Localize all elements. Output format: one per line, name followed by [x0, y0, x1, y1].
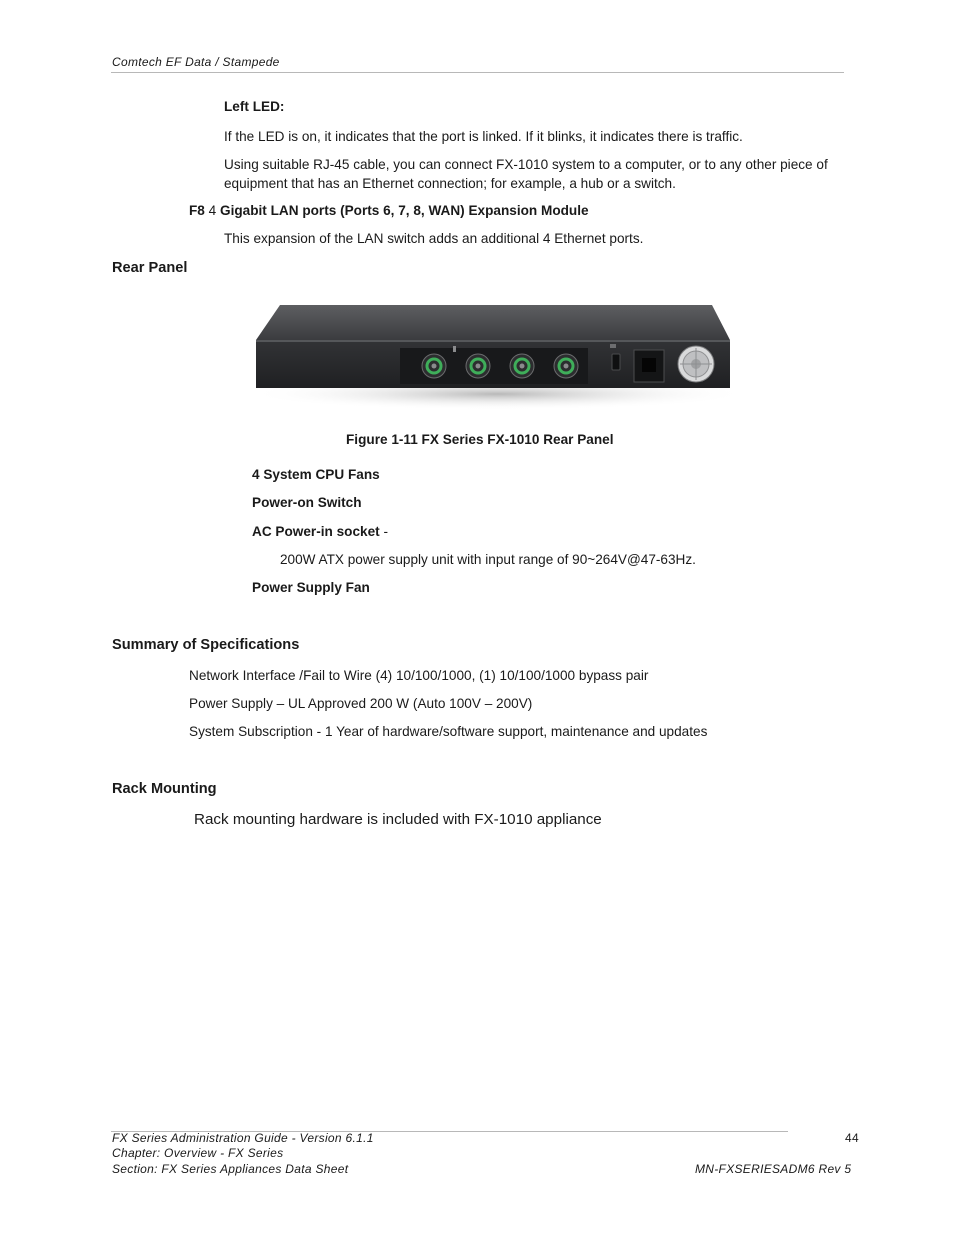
cpu-fan-2	[466, 354, 490, 378]
header-rule	[111, 72, 844, 73]
rear-panel-figure	[248, 296, 744, 420]
psu-fan-shape	[678, 346, 714, 382]
item-ac-socket: AC Power-in socket	[252, 524, 380, 539]
rack-heading: Rack Mounting	[112, 781, 217, 797]
footer-doc-id: MN-FXSERIESADM6 Rev 5	[695, 1162, 852, 1176]
item-ac-socket-line	[252, 524, 388, 539]
left-led-paragraph-2: Using suitable RJ-45 cable, you can connect FX-1010 system to a computer, or to any other piece of equipment that has an Ethernet connection; for example, a hub or a switch.	[224, 157, 828, 191]
item-cpu-fans: 4 System CPU Fans	[252, 467, 380, 482]
item-psu-fan: Power Supply Fan	[252, 580, 370, 595]
footer-chapter: Chapter: Overview - FX Series	[112, 1146, 284, 1160]
psu-description: 200W ATX power supply unit with input range of 90~264V@47-63Hz.	[280, 552, 696, 567]
f8-heading-line	[189, 203, 589, 218]
rear-panel-heading: Rear Panel	[112, 260, 188, 276]
f8-heading: Gigabit LAN ports (Ports 6, 7, 8, WAN) Expansion Module	[220, 203, 589, 218]
footer-section: Section: FX Series Appliances Data Sheet	[112, 1162, 349, 1176]
left-led-heading: Left LED:	[224, 99, 285, 114]
spec-subscription: System Subscription - 1 Year of hardware/software support, maintenance and updates	[189, 724, 708, 739]
spec-power-supply: Power Supply – UL Approved 200 W (Auto 100V – 200V)	[189, 696, 533, 711]
item-ac-dash: -	[383, 524, 388, 539]
power-switch-shape	[612, 354, 620, 370]
specs-heading: Summary of Specifications	[112, 637, 300, 653]
page-number: 44	[845, 1131, 859, 1145]
left-led-paragraph-1: If the LED is on, it indicates that the port is linked. If it blinks, it indicates there is traffic.	[224, 129, 743, 144]
fx1010-rear-panel-image	[248, 296, 744, 420]
f8-description: This expansion of the LAN switch adds an additional 4 Ethernet ports.	[224, 231, 644, 246]
chassis-top	[256, 305, 730, 340]
item-power-switch: Power-on Switch	[252, 495, 362, 510]
f8-tag: F8	[189, 203, 205, 218]
spec-network-interface: Network Interface /Fail to Wire (4) 10/100/1000, (1) 10/100/1000 bypass pair	[189, 668, 649, 683]
cpu-fan-4	[554, 354, 578, 378]
cpu-fan-1	[422, 354, 446, 378]
rack-text: Rack mounting hardware is included with FX-1010 appliance	[194, 811, 602, 828]
f8-port-count: 4	[208, 203, 217, 218]
running-header: Comtech EF Data / Stampede	[112, 55, 280, 69]
figure-caption: Figure 1-11 FX Series FX-1010 Rear Panel	[346, 432, 614, 447]
footer-guide: FX Series Administration Guide - Version 6.1.1	[112, 1131, 374, 1145]
cpu-fan-3	[510, 354, 534, 378]
